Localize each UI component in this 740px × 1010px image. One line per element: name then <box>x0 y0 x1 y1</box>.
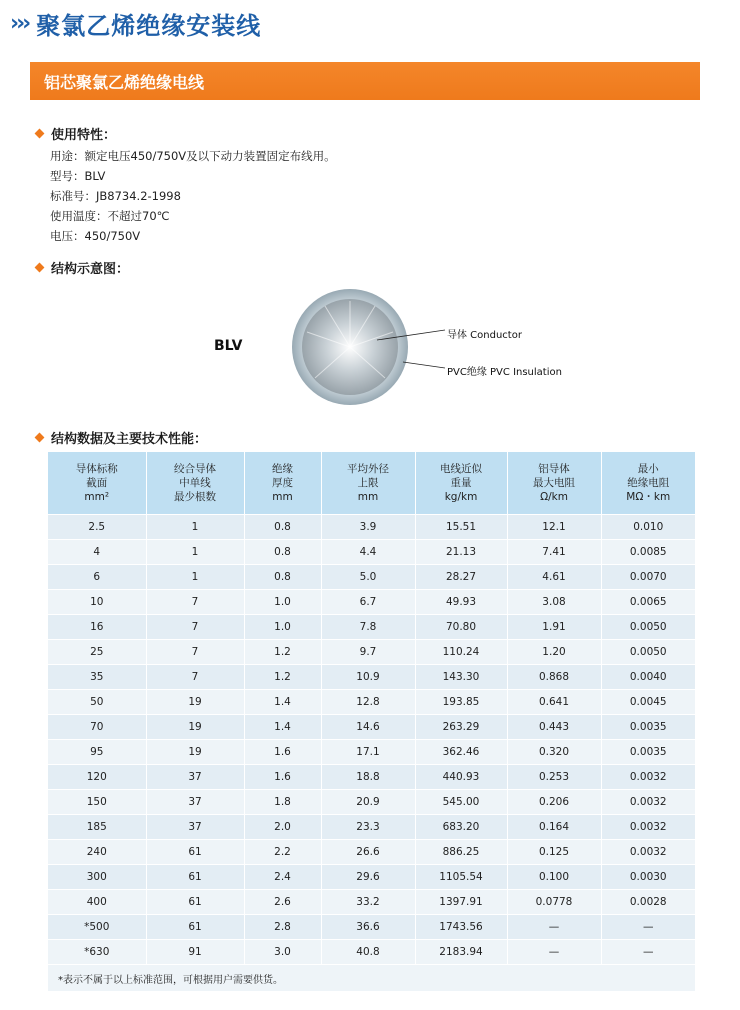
table-cell: 20.9 <box>321 790 415 815</box>
table-cell: 0.253 <box>507 765 601 790</box>
table-cell: 0.0030 <box>601 865 695 890</box>
table-cell: 1 <box>146 515 244 540</box>
table-cell: 1.4 <box>244 715 321 740</box>
table-cell: 23.3 <box>321 815 415 840</box>
table-cell: 0.0032 <box>601 790 695 815</box>
table-cell: 0.8 <box>244 540 321 565</box>
table-cell: 3.0 <box>244 940 321 965</box>
column-header <box>415 452 507 515</box>
table-cell: 1.2 <box>244 665 321 690</box>
table-cell: 10 <box>48 590 146 615</box>
table-cell: 2.4 <box>244 865 321 890</box>
column-header-line: 绝缘电阻 <box>627 477 670 489</box>
table-body <box>48 515 695 992</box>
table-cell: 440.93 <box>415 765 507 790</box>
table-cell: 7 <box>146 640 244 665</box>
table-cell: 95 <box>48 740 146 765</box>
table-cell: 10.9 <box>321 665 415 690</box>
column-header-line: mm² <box>84 491 110 503</box>
column-header-line: Ω/km <box>540 491 568 503</box>
column-header-line: 电线近似 <box>440 463 482 475</box>
table-cell: 0.0050 <box>601 615 695 640</box>
feature-line: 型号：BLV <box>50 169 106 183</box>
table-cell: 18.8 <box>321 765 415 790</box>
table-cell: 7.41 <box>507 540 601 565</box>
table-cell: 0.0070 <box>601 565 695 590</box>
table-cell: 37 <box>146 815 244 840</box>
table-cell: 110.24 <box>415 640 507 665</box>
table-footnote: *表示不属于以上标准范围，可根据用户需要供货。 <box>48 965 695 992</box>
table-cell: 7.8 <box>321 615 415 640</box>
table-cell: 1743.56 <box>415 915 507 940</box>
table-cell: 6 <box>48 565 146 590</box>
column-header <box>507 452 601 515</box>
section-table-heading <box>36 428 207 447</box>
column-header <box>601 452 695 515</box>
column-header-line: 导体标称 <box>75 463 118 475</box>
table-cell: 7 <box>146 590 244 615</box>
table-cell: 36.6 <box>321 915 415 940</box>
column-header-line: mm <box>272 491 293 503</box>
table-cell: 70 <box>48 715 146 740</box>
table-cell: 61 <box>146 915 244 940</box>
table-cell: 1.8 <box>244 790 321 815</box>
table-cell: 37 <box>146 790 244 815</box>
table-row <box>48 540 695 565</box>
table-cell: 28.27 <box>415 565 507 590</box>
table-cell: 3.9 <box>321 515 415 540</box>
banner-title: 铝芯聚氯乙烯绝缘电线 <box>44 72 205 92</box>
table-row <box>48 815 695 840</box>
table-cell: 240 <box>48 840 146 865</box>
table-cell: — <box>601 915 695 940</box>
table-cell: 6.7 <box>321 590 415 615</box>
table-cell: 2.5 <box>48 515 146 540</box>
section-structure-heading <box>36 258 129 277</box>
feature-line: 使用温度：不超过70℃ <box>50 209 170 223</box>
table-cell: 5.0 <box>321 565 415 590</box>
column-header-line: 截面 <box>86 477 108 489</box>
table-cell: 4.61 <box>507 565 601 590</box>
table-cell: 70.80 <box>415 615 507 640</box>
table-cell: *630 <box>48 940 146 965</box>
table-cell: 0.0028 <box>601 890 695 915</box>
table-cell: 7 <box>146 665 244 690</box>
table-cell: 33.2 <box>321 890 415 915</box>
diamond-bullet-icon <box>35 129 45 139</box>
table-cell: 0.0035 <box>601 740 695 765</box>
table-cell: 0.443 <box>507 715 601 740</box>
table-cell: 1397.91 <box>415 890 507 915</box>
column-header-line: 铝导体 <box>538 463 570 475</box>
table-cell: 0.206 <box>507 790 601 815</box>
table-cell: 0.868 <box>507 665 601 690</box>
insulation-leader-line <box>403 362 445 368</box>
table-cell: 0.010 <box>601 515 695 540</box>
table-row <box>48 715 695 740</box>
table-cell: 0.0032 <box>601 840 695 865</box>
table-cell: 21.13 <box>415 540 507 565</box>
feature-line: 用途：额定电压450/750V及以下动力装置固定布线用。 <box>50 149 336 163</box>
insulation-label: PVC绝缘 PVC Insulation <box>447 367 562 378</box>
features-list <box>50 146 336 246</box>
page-header <box>10 6 261 40</box>
table-cell: 29.6 <box>321 865 415 890</box>
table-cell: 1105.54 <box>415 865 507 890</box>
diamond-bullet-icon <box>35 433 45 443</box>
section-heading-text: 结构示意图： <box>51 262 130 277</box>
table-cell: 9.7 <box>321 640 415 665</box>
table-cell: 683.20 <box>415 815 507 840</box>
table-cell: 19 <box>146 740 244 765</box>
table-cell: 2.0 <box>244 815 321 840</box>
table-cell: 0.0045 <box>601 690 695 715</box>
table-cell: 1.20 <box>507 640 601 665</box>
table-row <box>48 740 695 765</box>
feature-line: 标准号：JB8734.2-1998 <box>50 189 181 203</box>
table-cell: 0.0032 <box>601 765 695 790</box>
table-cell: 0.0040 <box>601 665 695 690</box>
table-cell: 4 <box>48 540 146 565</box>
table-cell: 61 <box>146 865 244 890</box>
column-header-line: 平均外径 <box>347 463 389 475</box>
table-cell: 0.0032 <box>601 815 695 840</box>
model-label: BLV <box>214 338 243 354</box>
column-header-line: 上限 <box>357 477 379 489</box>
table-cell: 0.0050 <box>601 640 695 665</box>
table-cell: 61 <box>146 840 244 865</box>
table-row <box>48 665 695 690</box>
table-cell: 14.6 <box>321 715 415 740</box>
table-cell: 2.8 <box>244 915 321 940</box>
table-cell: 0.0085 <box>601 540 695 565</box>
table-row <box>48 690 695 715</box>
table-cell: 19 <box>146 715 244 740</box>
table-cell: 3.08 <box>507 590 601 615</box>
column-header-line: 重量 <box>450 477 472 489</box>
column-header-line: 最小 <box>637 463 659 475</box>
table-cell: 1.4 <box>244 690 321 715</box>
table-cell: 0.0065 <box>601 590 695 615</box>
specifications-table <box>48 452 695 991</box>
table-cell: 263.29 <box>415 715 507 740</box>
column-header-line: kg/km <box>444 491 478 503</box>
table-cell: — <box>507 915 601 940</box>
table-cell: 26.6 <box>321 840 415 865</box>
table-cell: 1 <box>146 540 244 565</box>
table-cell: 40.8 <box>321 940 415 965</box>
column-header-line: 中单线 <box>179 477 211 489</box>
table-cell: 15.51 <box>415 515 507 540</box>
table-row <box>48 640 695 665</box>
table-row <box>48 865 695 890</box>
table-cell: 49.93 <box>415 590 507 615</box>
table-row <box>48 615 695 640</box>
feature-line: 电压：450/750V <box>50 229 141 243</box>
table-cell: 300 <box>48 865 146 890</box>
table-cell: 1.0 <box>244 615 321 640</box>
table-cell: 25 <box>48 640 146 665</box>
table-cell: 193.85 <box>415 690 507 715</box>
table-cell: 150 <box>48 790 146 815</box>
column-header-line: 最大电阻 <box>533 477 575 489</box>
table-cell: 7 <box>146 615 244 640</box>
column-header-line: 绞合导体 <box>174 463 216 475</box>
table-cell: 61 <box>146 890 244 915</box>
table-cell: *500 <box>48 915 146 940</box>
table-cell: 50 <box>48 690 146 715</box>
column-header <box>146 452 244 515</box>
table-cell: 0.320 <box>507 740 601 765</box>
table-row <box>48 790 695 815</box>
table-cell: 0.100 <box>507 865 601 890</box>
section-features-heading <box>36 124 116 143</box>
table-row <box>48 890 695 915</box>
table-cell: — <box>507 940 601 965</box>
section-heading-text: 结构数据及主要技术性能： <box>51 432 208 447</box>
table-cell: 0.0035 <box>601 715 695 740</box>
table-cell: 1.0 <box>244 590 321 615</box>
table-cell: 0.164 <box>507 815 601 840</box>
table-cell: 1 <box>146 565 244 590</box>
table-cell: 37 <box>146 765 244 790</box>
table-cell: 35 <box>48 665 146 690</box>
section-heading-text: 使用特性： <box>51 128 117 143</box>
table-cell: 2.2 <box>244 840 321 865</box>
table-cell: 120 <box>48 765 146 790</box>
column-header <box>244 452 321 515</box>
table-cell: 0.0778 <box>507 890 601 915</box>
table-row <box>48 565 695 590</box>
table-cell: 0.8 <box>244 515 321 540</box>
table-cell: 400 <box>48 890 146 915</box>
table-cell: 0.641 <box>507 690 601 715</box>
table-cell: 2.6 <box>244 890 321 915</box>
column-header-line: 绝缘 <box>272 463 293 475</box>
table-cell: 17.1 <box>321 740 415 765</box>
table-cell: — <box>601 940 695 965</box>
table-cell: 2183.94 <box>415 940 507 965</box>
table-cell: 12.8 <box>321 690 415 715</box>
product-banner <box>30 62 700 100</box>
column-header-line: MΩ・km <box>626 491 671 503</box>
table-cell: 16 <box>48 615 146 640</box>
table-cell: 0.125 <box>507 840 601 865</box>
table-header <box>48 452 695 515</box>
column-header-line: 最少根数 <box>174 491 216 503</box>
table-cell: 19 <box>146 690 244 715</box>
table-row <box>48 515 695 540</box>
chevron-right-icon: ››› <box>10 10 29 36</box>
table-row <box>48 915 695 940</box>
table-row <box>48 590 695 615</box>
table-cell: 362.46 <box>415 740 507 765</box>
column-header-line: 厚度 <box>272 477 293 489</box>
table-cell: 12.1 <box>507 515 601 540</box>
table-cell: 91 <box>146 940 244 965</box>
table-row <box>48 940 695 965</box>
table-cell: 143.30 <box>415 665 507 690</box>
conductor-label: 导体 Conductor <box>447 330 522 341</box>
table-cell: 1.6 <box>244 765 321 790</box>
column-header-line: mm <box>357 491 379 503</box>
column-header <box>321 452 415 515</box>
table-cell: 0.8 <box>244 565 321 590</box>
table-cell: 886.25 <box>415 840 507 865</box>
table-cell: 1.6 <box>244 740 321 765</box>
table-cell: 545.00 <box>415 790 507 815</box>
cable-cross-section-diagram <box>285 282 585 412</box>
table-row <box>48 840 695 865</box>
page-title: 聚氯乙烯绝缘安装线 <box>36 11 262 40</box>
diamond-bullet-icon <box>35 263 45 273</box>
table-row <box>48 765 695 790</box>
table-footnote-row <box>48 965 695 992</box>
table-cell: 1.2 <box>244 640 321 665</box>
table-cell: 1.91 <box>507 615 601 640</box>
table-cell: 4.4 <box>321 540 415 565</box>
column-header <box>48 452 146 515</box>
table-cell: 185 <box>48 815 146 840</box>
